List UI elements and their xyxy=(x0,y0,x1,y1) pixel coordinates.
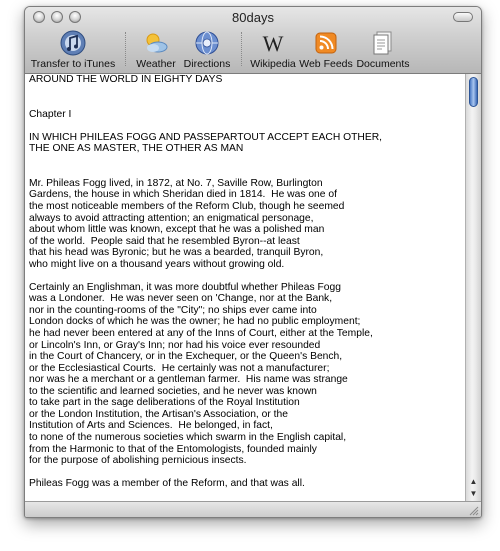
toolbar-documents[interactable]: Documents xyxy=(355,29,411,71)
documents-icon xyxy=(369,29,397,57)
toolbar-weather[interactable]: Weather xyxy=(133,29,179,71)
window-title: 80days xyxy=(232,10,274,25)
toolbar-toggle-button[interactable] xyxy=(453,12,473,22)
toolbar-directions[interactable]: Directions xyxy=(181,29,233,71)
scroll-down-arrow-icon[interactable]: ▼ xyxy=(469,489,478,498)
wikipedia-icon xyxy=(259,29,287,57)
directions-globe-icon xyxy=(193,29,221,57)
app-window xyxy=(24,6,482,518)
scroll-thumb[interactable] xyxy=(469,77,478,107)
document-text[interactable]: AROUND THE WORLD IN EIGHTY DAYS Chapter I IN WHICH PHILEAS FOGG AND PASSEPARTOUT ACCEPT EACH OTHER, THE ONE AS MASTER, THE OTHER AS MAN Mr. Phileas Fogg lived, in 1872, at No. 7, Saville Row, Burlington Gardens, the house in which Sheridan died in 1814. He was one of the most noticeable members of the Reform Club, though he seemed always to avoid attracting attention; an enigmatical personage, about whom little was known, except that he was a polished man of the world. People said that he resembled Byron--at least that his head was Byronic; but he was a bearded, tranquil Byron, who might live on a thousand years without growing old. Certainly an Englishman, it was more doubtful whether Phileas Fogg was a Londoner. He was never seen on 'Change, nor at the Bank, nor in the counting-rooms of the "City"; no ships ever came into London docks of which he was the owner; he had no public employment; he had never been entered at any of the Inns of Court, either at the Temple, or Lincoln's Inn, or Gray's Inn; nor had his voice ever resounded in the Court of Chancery, or in the Exchequer, or the Queen's Bench, or the Ecclesiastical Courts. He certainly was not a manufacturer; nor was he a merchant or a gentleman farmer. His name was strange to the scientific and learned societies, and he never was known to take part in the sage deliberations of the Royal Institution or the London Institution, the Artisan's Association, or the Institution of Arts and Sciences. He belonged, in fact, to none of the numerous societies which swarm in the English capital, from the Harmonic to that of the Entomologists, founded mainly for the purpose of abolishing pernicious insects. Phileas Fogg was a member of the Reform, and that was all. xyxy=(29,74,383,490)
svg-text:W: W xyxy=(262,31,284,56)
toolbar-transfer-to-itunes[interactable]: Transfer to iTunes xyxy=(29,29,117,71)
toolbar-separator xyxy=(241,32,242,66)
toolbar-web-feeds[interactable]: Web Feeds xyxy=(299,29,353,71)
vertical-scrollbar[interactable] xyxy=(465,74,481,502)
rss-feed-icon xyxy=(312,29,340,57)
toolbar-separator xyxy=(125,32,126,66)
title-bar xyxy=(25,7,481,74)
status-bar xyxy=(25,501,481,517)
toolbar-wikipedia[interactable]: W Wikipedia xyxy=(250,31,296,70)
itunes-transfer-icon xyxy=(59,29,87,57)
document-view[interactable] xyxy=(25,74,464,502)
weather-icon xyxy=(142,29,170,57)
resize-grip-icon[interactable] xyxy=(468,505,479,516)
scroll-up-arrow-icon[interactable]: ▲ xyxy=(469,477,478,486)
